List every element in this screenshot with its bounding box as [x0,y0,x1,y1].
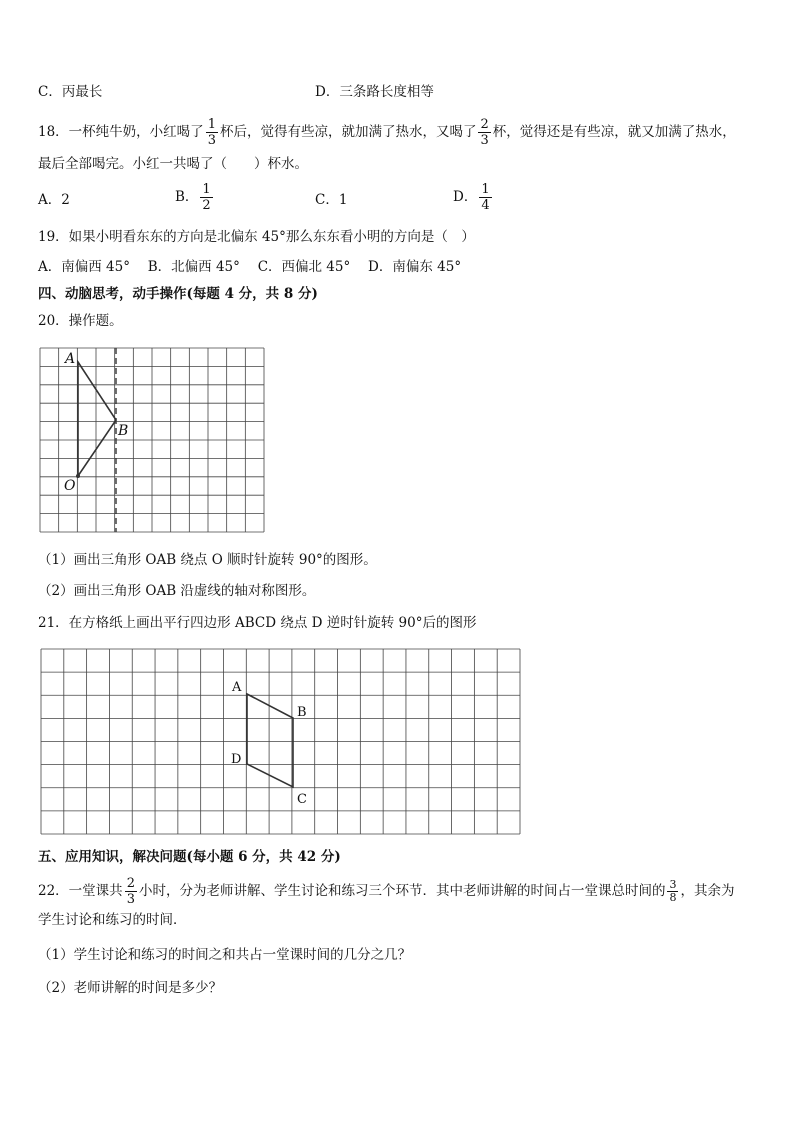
q20-triangle-oab [78,362,116,476]
fraction: $\frac{1}{3}$ [207,117,216,148]
q18-option-a: A．2 [38,192,70,208]
fraction: $\frac{2}{3}$ [480,117,489,148]
q21-title: 21．在方格纸上画出平行四边形 ABCD 绕点 D 逆时针旋转 90°后的图形 [38,615,477,631]
q18-option-c: C．1 [315,192,348,208]
q21-label-c: C [297,792,307,807]
fraction: $\frac{1}{4}$ [481,182,490,213]
q20-label-a: A [65,351,76,367]
q18-option-b: B． $\frac{1}{2}$ [175,182,211,213]
q21-parallelogram-abcd [247,694,293,787]
q22-question-line1: 22．一堂课共 $\frac{2}{3}$ 小时，分为老师讲解、学生讨论和练习三个环节．其中老师讲解的时间占一堂课总时间的 $\frac{3}{8}$ ，其余为 [38,876,735,907]
q19-options: A．南偏西 45° B．北偏西 45° C．西偏北 45° D．南偏东 45° [38,259,462,275]
q21-label-d: D [231,752,242,767]
q21-grid-figure [40,648,522,836]
q21-grid [41,649,520,834]
section-4-heading: 四、动脑思考，动手操作(每题 4 分，共 8 分) [38,286,318,302]
q20-point-o [76,474,80,478]
fraction: $\frac{3}{8}$ [669,878,677,904]
q20-grid [40,348,264,532]
q20-title: 20．操作题。 [38,313,123,329]
q22-sub-1: （1）学生讨论和练习的时间之和共占一堂课时间的几分之几？ [38,947,412,963]
q17-option-d: D．三条路长度相等 [315,84,434,100]
fraction: $\frac{2}{3}$ [126,876,135,907]
q17-option-c: C．丙最长 [38,84,103,100]
q20-sub-2: （2）画出三角形 OAB 沿虚线的轴对称图形。 [38,583,316,599]
q21-label-a: A [232,680,242,695]
q18-question-line1: 18．一杯纯牛奶，小红喝了 $\frac{1}{3}$ 杯后，觉得有些凉，就加满了热水，又喝了 $\frac{2}{3}$ 杯，觉得还是有些凉，就又加满了热水， [38,117,736,148]
q22-sub-2: （2）老师讲解的时间是多少？ [38,980,223,996]
q22-question-line2: 学生讨论和练习的时间． [38,912,187,928]
fraction: $\frac{1}{2}$ [202,182,211,213]
q18-question-line2: 最后全部喝完。小红一共喝了（ ）杯水。 [38,156,308,172]
q20-label-o: O [64,478,76,494]
q18-option-d: D． $\frac{1}{4}$ [453,182,490,213]
q20-sub-1: （1）画出三角形 OAB 绕点 O 顺时针旋转 90°的图形。 [38,552,377,568]
section-5-heading: 五、应用知识，解决问题(每小题 6 分，共 42 分) [38,849,341,865]
q19-question: 19．如果小明看东东的方向是北偏东 45°那么东东看小明的方向是（ ） [38,229,475,245]
q21-label-b: B [297,705,307,720]
q20-grid-figure [38,346,268,536]
q20-label-b: B [118,423,129,439]
